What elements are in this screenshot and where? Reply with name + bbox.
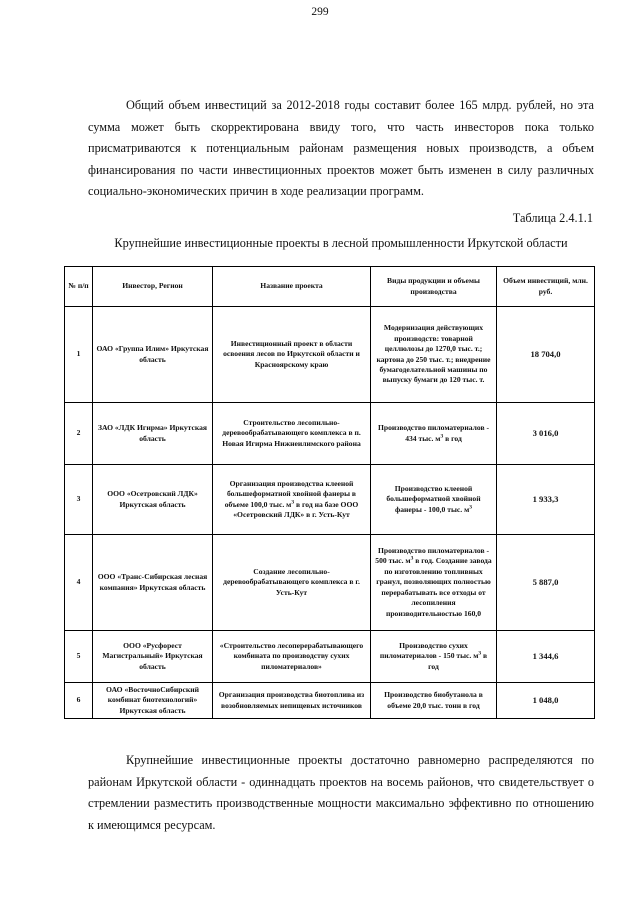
row-products: Производство сухих пиломатериалов - 150 тыс. $м^3$ в год <box>371 631 497 683</box>
row-num: 1 <box>65 307 93 403</box>
table-header-row <box>65 267 595 307</box>
row-investor: ООО «Осетровский ЛДК» Иркутская область <box>93 465 213 535</box>
row-num: 6 <box>65 683 93 719</box>
header-volume: Объем инвестиций, млн. руб. <box>497 267 595 307</box>
table-row <box>65 683 595 719</box>
page-number: 299 <box>311 6 329 18</box>
row-products: Производство клееной большеформатной хвойной фанеры - 100,0 тыс. $м^3$ <box>371 465 497 535</box>
table-row <box>65 403 595 465</box>
row-investor: ОАО «ВосточноСибирский комбинат биотехнологий» Иркутская область <box>93 683 213 719</box>
header-investor: Инвестор, Регион <box>93 267 213 307</box>
row-project: Организация производства клееной большеформатной хвойной фанеры в объеме 100,0 тыс. $м^3$ в год на базе ООО «Осетровский ЛДК» в г. Усть-Кут <box>213 465 371 535</box>
row-products: Производство биобутанола в объеме 20,0 тыс. тонн в год <box>371 683 497 719</box>
row-volume: 5 887,0 <box>497 535 595 631</box>
row-investor: ОАО «Группа Илим» Иркутская область <box>93 307 213 403</box>
row-volume: 1 048,0 <box>497 683 595 719</box>
row-products: Модернизация действующих производств: товарной целлюлозы до 1270,0 тыс. т.; картона до 250 тыс. т.; внедрение бумагоделательной машины по выпуску бумаги до 120 тыс. т. <box>371 307 497 403</box>
row-num: 3 <box>65 465 93 535</box>
header-products: Виды продукции и объемы производства <box>371 267 497 307</box>
table-label: Таблица 2.4.1.1 <box>512 211 593 225</box>
row-volume: 1 933,3 <box>497 465 595 535</box>
row-num: 2 <box>65 403 93 465</box>
table-row <box>65 307 595 403</box>
table-caption: Крупнейшие инвестиционные проекты в лесной промышленности Иркутской области <box>114 236 568 250</box>
investment-table <box>64 266 595 719</box>
row-num: 5 <box>65 631 93 683</box>
table-row <box>65 631 595 683</box>
row-project: Инвестиционный проект в области освоения лесов по Иркутской области и Красноярскому краю <box>213 307 371 403</box>
row-investor: ЗАО «ЛДК Игирма» Иркутская область <box>93 403 213 465</box>
row-project: «Строительство лесоперерабатывающего комбината по производству сухих пиломатериалов» <box>213 631 371 683</box>
header-project: Название проекта <box>213 267 371 307</box>
row-volume: 3 016,0 <box>497 403 595 465</box>
row-investor: ООО «Русфорест Магистральный» Иркутская область <box>93 631 213 683</box>
row-num: 4 <box>65 535 93 631</box>
row-volume: 18 704,0 <box>497 307 595 403</box>
row-project: Строительство лесопильно-деревообрабатывающего комплекса в п. Новая Игирма Нижнеилимского района <box>213 403 371 465</box>
header-num: № п/п <box>65 267 93 307</box>
table-row <box>65 465 595 535</box>
row-investor: ООО «Транс-Сибирская лесная компания» Иркутская область <box>93 535 213 631</box>
row-products: Производство пиломатериалов - 434 тыс. $м^3$ в год <box>371 403 497 465</box>
row-products: Производство пиломатериалов - 500 тыс. $м^3$ в год. Создание завода по изготовлению топливных гранул, позволяющих полностью перерабатывать все отходы от лесопиления производительностью 160,0 <box>371 535 497 631</box>
intro-paragraph: Общий объем инвестиций за 2012-2018 годы составит более 165 млрд. рублей, но эта сумма может быть скорректирована ввиду того, что часть инвесторов пока только присматриваются к потенциальным районам размещения новых производств, а объем финансирования по части инвестиционных проектов может быть изменен в силу различных социально-экономических причин в ходе реализации программ. <box>88 98 594 198</box>
row-project: Создание лесопильно-деревообрабатывающего комплекса в г. Усть-Кут <box>213 535 371 631</box>
table-row <box>65 535 595 631</box>
row-volume: 1 344,6 <box>497 631 595 683</box>
row-project: Организация производства биотоплива из возобновляемых непищевых источников <box>213 683 371 719</box>
conclusion-paragraph: Крупнейшие инвестиционные проекты достаточно равномерно распределяются по районам Иркутской области - одиннадцать проектов на восемь районов, что свидетельствует о стремлении разместить производственные мощности максимально эффективно по отношению к имеющимся ресурсам. <box>88 753 594 832</box>
